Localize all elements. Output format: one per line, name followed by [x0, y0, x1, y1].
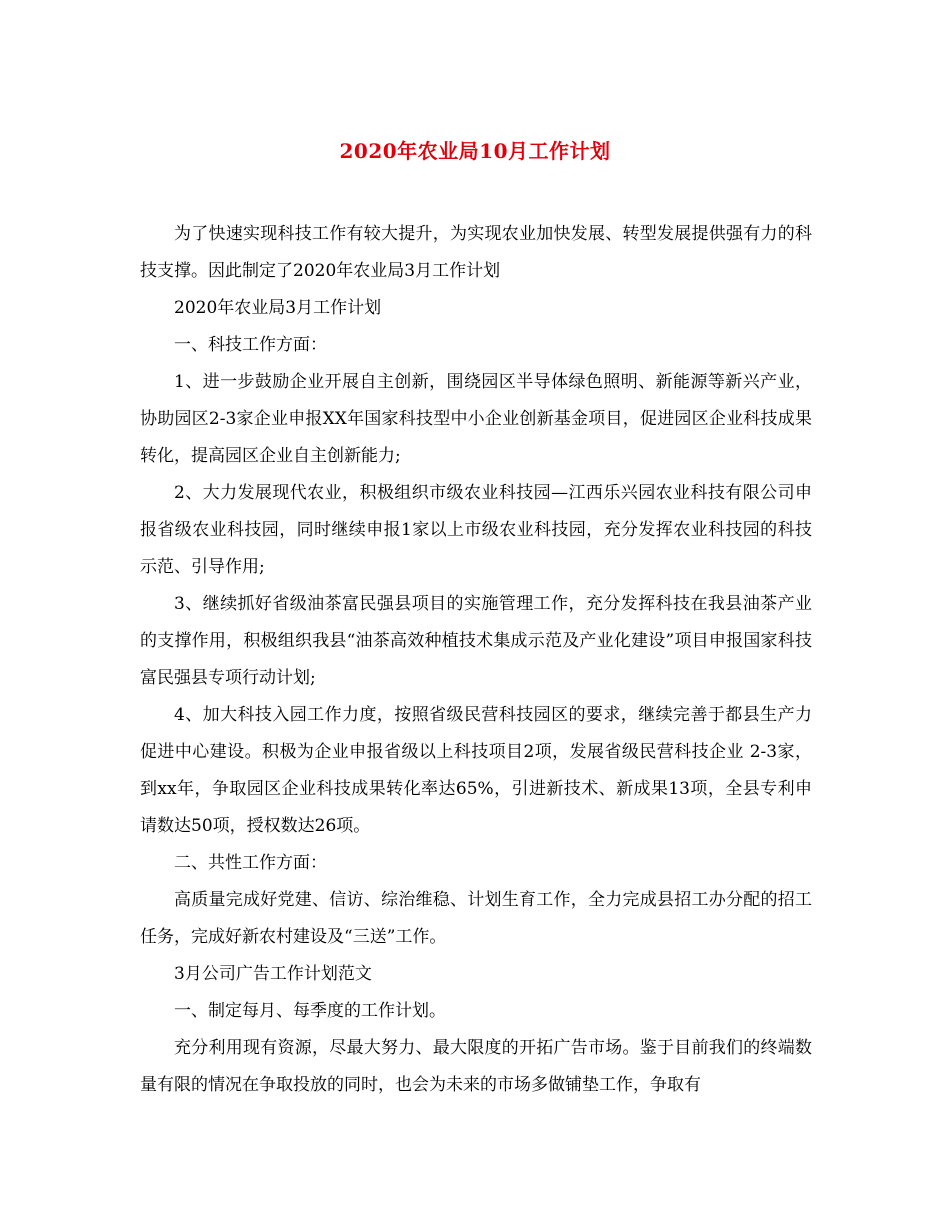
paragraph-ad-market: 充分利用现有资源，尽最大努力、最大限度的开拓广告市场。鉴于目前我们的终端数量有限的情况在争取投放的同时，也会为未来的市场多做铺垫工作，争取有 [140, 1038, 812, 1095]
paragraph-item-3: 3、继续抓好省级油茶富民强县项目的实施管理工作，充分发挥科技在我县油茶产业的支撑作用，积极组织我县“油茶高效种植技术集成示范及产业化建设”项目申报国家科技富民强县专项行动计划; [140, 594, 812, 688]
paragraph-item-2: 2、大力发展现代农业，积极组织市级农业科技园—江西乐兴园农业科技有限公司申报省级农业科技园，同时继续申报1家以上市级农业科技园，充分发挥农业科技园的科技示范、引导作用; [140, 483, 812, 577]
section-heading-tech: 一、科技工作方面： [174, 335, 327, 355]
document-body [140, 216, 812, 1104]
section-heading-monthly-plan: 一、制定每月、每季度的工作计划。 [174, 1001, 446, 1021]
document-title: 2020年农业局10月工作计划 [339, 139, 611, 163]
paragraph-item-4: 4、加大科技入园工作力度，按照省级民营科技园区的要求，继续完善于都县生产力促进中心建设。积极为企业申报省级以上科技项目2项，发展省级民营科技企业 2-3家，到xx年，争取园区企业科技成果转化率达65%，引进新技术、新成果13项，全县专利申请数达50项，授权数达26项。 [140, 705, 812, 836]
section-heading-common: 二、共性工作方面： [174, 853, 327, 873]
paragraph-ad-plan-heading: 3月公司广告工作计划范文 [174, 964, 372, 984]
paragraph-common-work: 高质量完成好党建、信访、综治维稳、计划生育工作，全力完成县招工办分配的招工任务，完成好新农村建设及“三送”工作。 [140, 890, 812, 947]
paragraph-intro: 为了快速实现科技工作有较大提升，为实现农业加快发展、转型发展提供强有力的科技支撑。因此制定了2020年农业局3月工作计划 [140, 224, 812, 281]
paragraph-item-1: 1、进一步鼓励企业开展自主创新，围绕园区半导体绿色照明、新能源等新兴产业，协助园区2-3家企业申报XX年国家科技型中小企业创新基金项目，促进园区企业科技成果转化，提高园区企业自主创新能力; [140, 372, 812, 466]
paragraph-plan-heading: 2020年农业局3月工作计划 [174, 298, 382, 318]
